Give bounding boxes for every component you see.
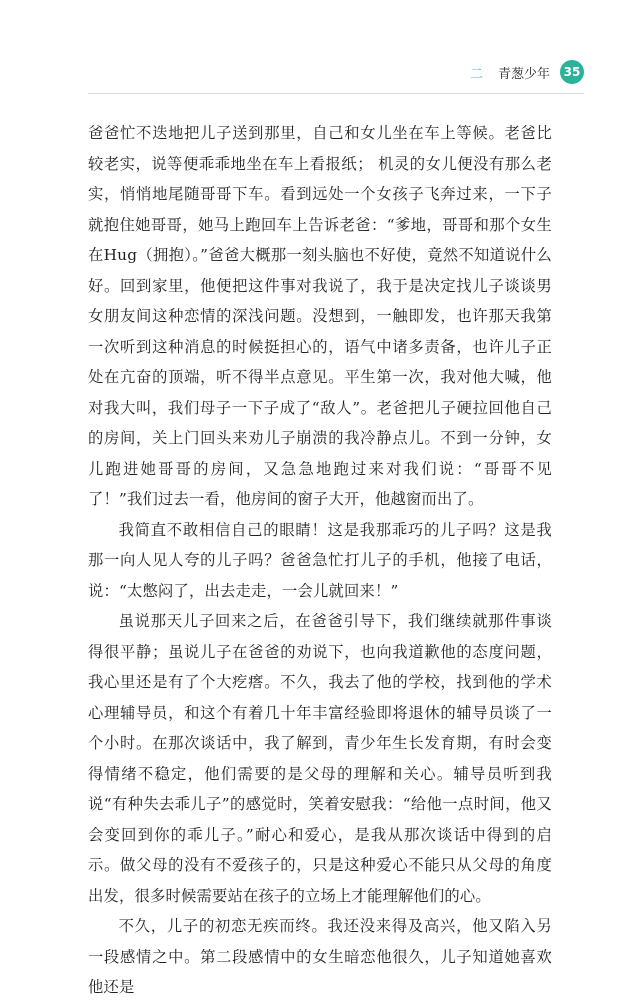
page-number-badge: 35	[560, 60, 584, 84]
paragraph-1: 爸爸忙不迭地把儿子送到那里，自己和女儿坐在车上等候。老爸比较老实，说等便乖乖地坐在车上看报纸； 机灵的女儿便没有那么老实，悄悄地尾随哥哥下车。看到远处一个女孩子飞奔过来，一下子就抱住她哥哥，她马上跑回车上告诉老爸：“爹地，哥哥和那个女生在Hug（拥抱）。”爸爸大概那一刻头脑也不好使，竟然不知道说什么好。回到家里，他便把这件事对我说了，我于是决定找儿子谈谈男女朋友间这种恋情的深浅问题。没想到，一触即发，也许那天我第一次听到这种消息的时候挺担心的，语气中诸多责备，也许儿子正处在亢奋的顶端，听不得半点意见。平生第一次，我对他大喊，他对我大叫，我们母子一下子成了“敌人”。老爸把儿子硬拉回他自己的房间，关上门回头来劝儿子崩溃的我冷静点儿。不到一分钟，女儿跑进她哥哥的房间，又急急地跑过来对我们说：“哥哥不见了！”我们过去一看，他房间的窗子大开，他越窗而出了。	[88, 124, 552, 508]
paragraph-2: 我简直不敢相信自己的眼睛！这是我那乖巧的儿子吗？这是我那一向人见人夸的儿子吗？爸爸急忙打儿子的手机，他接了电话，说：“太憋闷了，出去走走，一会儿就回来！”	[88, 520, 552, 600]
paragraph-4: 不久，儿子的初恋无疾而终。我还没来得及高兴，他又陷入另一段感情之中。第二段感情中的女生暗恋他很久，儿子知道她喜欢他还是	[88, 917, 552, 996]
paragraph-3: 虽说那天儿子回来之后，在爸爸引导下，我们继续就那件事谈得很平静；虽说儿子在爸爸的劝说下，也向我道歉他的态度问题，我心里还是有了个大疙瘩。不久，我去了他的学校，找到他的学术心理辅导员，和这个有着几十年丰富经验即将退休的辅导员谈了一个小时。在那次谈话中，我了解到，青少年生长发育期，有时会变得情绪不稳定，他们需要的是父母的理解和关心。辅导员听到我说“有种失去乖儿子”的感觉时，笑着安慰我：“给他一点时间，他又会变回到你的乖儿子。”耐心和爱心，是我从那次谈话中得到的启示。做父母的没有不爱孩子的，只是这种爱心不能只从父母的角度出发，很多时候需要站在孩子的立场上才能理解他们的心。	[88, 612, 552, 905]
running-header	[470, 59, 584, 85]
chapter-title: 青葱少年	[497, 66, 550, 82]
chapter-number: 二	[469, 66, 484, 82]
header-divider	[88, 93, 584, 94]
body-text	[88, 118, 552, 1003]
